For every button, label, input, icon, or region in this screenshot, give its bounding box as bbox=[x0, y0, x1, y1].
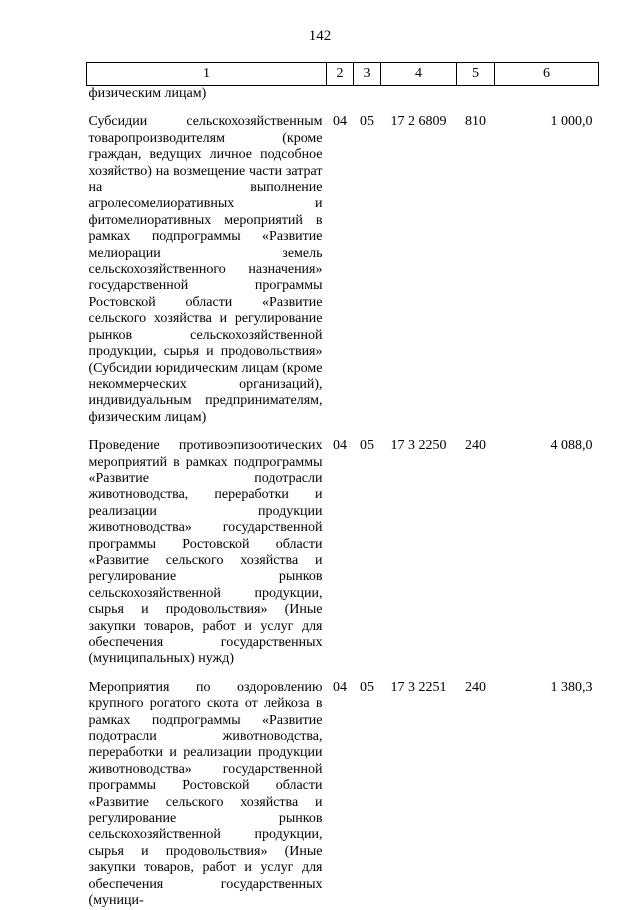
row-section bbox=[327, 86, 354, 103]
table-row bbox=[87, 114, 599, 426]
row-amount: 1 000,0 bbox=[550, 114, 593, 130]
row-description: Субсидии сельскохозяйственным товаропроизводителям (кроме граждан, ведущих личное подсобное хозяйство) на возмещение части затрат на выполнение агролесомелиоративных и фитомелиоративных мероприятий в рамках подпрограммы «Развитие мелиорации земель сельскохозяйственного назначения» государственной программы Ростовской области «Развитие сельского хозяйства и регулирование рынков сельскохозяйственной продукции, сырья и продовольствия» (Субсидии юридическим лицам (кроме некоммерческих организаций), индивидуальным предпринимателям, физическим лицам) bbox=[88, 114, 323, 425]
table-row bbox=[87, 438, 599, 668]
row-amount: 4 088,0 bbox=[550, 438, 593, 454]
row-amount bbox=[495, 86, 599, 103]
table-row bbox=[87, 86, 599, 103]
row-target-code: 17 2 6809 bbox=[390, 114, 447, 130]
row-description: Мероприятия по оздоровлению крупного рогатого скота от лейкоза в рамках подпрограммы «Развитие подотрасли животноводства, переработки и реализации продукции животноводства» государственной программы Ростовской области «Развитие сельского хозяйства и регулирование рынков сельскохозяйственной продукции, сырья и продовольствия» (Иные закупки товаров, работ и услуг для обеспечения государственных (муници- bbox=[88, 679, 323, 909]
row-subsection: 05 bbox=[360, 438, 374, 454]
page-number: 142 bbox=[308, 28, 332, 44]
row-section: 04 bbox=[333, 438, 347, 454]
row-target-code: 17 3 2250 bbox=[390, 438, 447, 454]
header-col-3: 3 bbox=[354, 63, 381, 86]
header-col-4: 4 bbox=[381, 63, 457, 86]
budget-table bbox=[86, 62, 599, 910]
table-header bbox=[87, 63, 599, 86]
table-row bbox=[87, 680, 599, 910]
row-expense-type: 240 bbox=[465, 679, 486, 695]
row-section: 04 bbox=[333, 679, 347, 695]
header-col-1: 1 bbox=[87, 63, 327, 86]
row-expense-type bbox=[457, 86, 495, 103]
header-col-5: 5 bbox=[457, 63, 495, 86]
header-col-2: 2 bbox=[327, 63, 354, 86]
row-expense-type: 240 bbox=[465, 438, 486, 454]
row-section: 04 bbox=[333, 114, 347, 130]
row-target-code: 17 3 2251 bbox=[390, 679, 447, 695]
row-amount: 1 380,3 bbox=[550, 679, 593, 695]
row-expense-type: 810 bbox=[465, 114, 486, 130]
row-subsection: 05 bbox=[360, 114, 374, 130]
row-subsection: 05 bbox=[360, 679, 374, 695]
row-subsection bbox=[354, 86, 381, 103]
header-col-6: 6 bbox=[495, 63, 599, 86]
row-description: Проведение противоэпизоотических мероприятий в рамках подпрограммы «Развитие подотрасли животноводства, переработки и реализации продукции животноводства» государственной программы Ростовской области «Развитие сельского хозяйства и регулирование рынков сельскохозяйственной продукции, сырья и продовольствия» (Иные закупки товаров, работ и услуг для обеспечения государственных (муниципальных) нужд) bbox=[88, 438, 323, 667]
row-description: физическим лицам) bbox=[88, 86, 207, 101]
row-target-code bbox=[381, 86, 457, 103]
